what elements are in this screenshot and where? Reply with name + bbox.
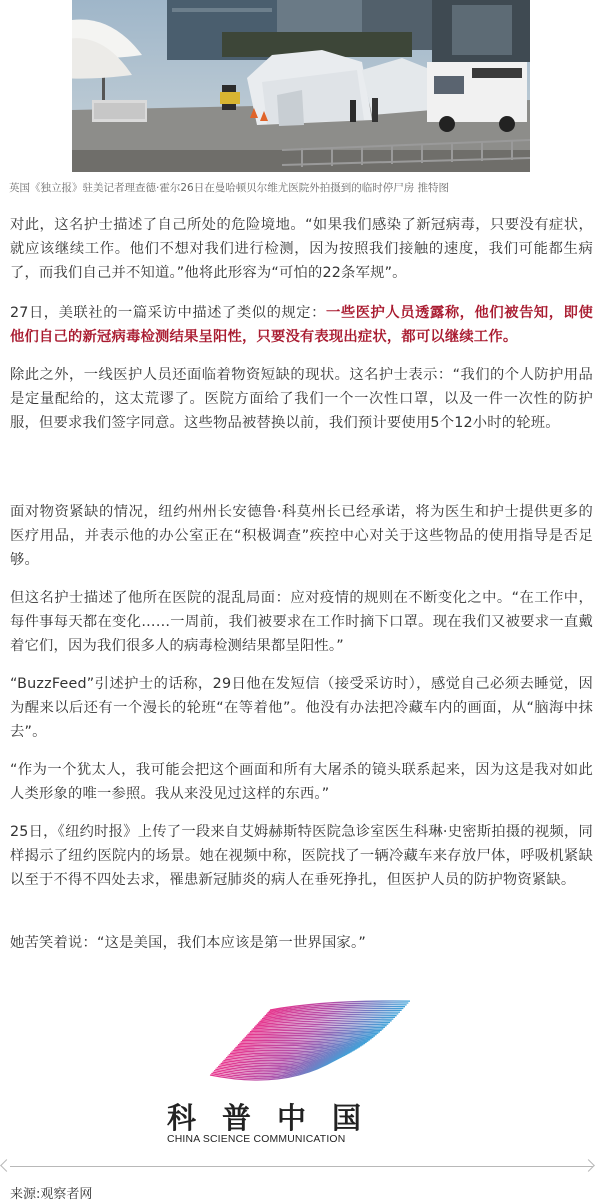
kepu-logo-mark: [165, 955, 435, 1100]
paragraph-text: 但这名护士描述了他所在医院的混乱局面：应对疫情的规则在不断变化之中。“在工作中，每件事每天都在变化……一周前，我们被要求在工作时摘下口罩。现在我们又被要求一直戴着它们，因为我们很多人的病毒检测结果都呈阳性。”: [10, 590, 593, 654]
article-photo: [72, 0, 530, 172]
divider-right-end: [582, 1159, 595, 1172]
article-paragraph: [10, 363, 593, 435]
article-paragraph: [10, 213, 593, 285]
source-line: 来源:观察者网: [10, 1187, 93, 1202]
paragraph-text: 对此，这名护士描述了自己所处的危险境地。“如果我们感染了新冠病毒，只要没有症状，就应该继续工作。他们不想对我们进行检测，因为按照我们接触的速度，我们可能都生病了，而我们自己并不知道。”他将此形容为“可怕的22条军规”。: [10, 217, 593, 281]
paragraph-text: 除此之外，一线医护人员还面临着物资短缺的现状。这名护士表示：“我们的个人防护用品是定量配给的，这太荒谬了。医院方面给了我们一个一次性口罩，以及一件一次性的防护服，但要求我们签字同意。这些物品被替换以前，我们预计要使用5个12小时的轮班。: [10, 367, 593, 431]
article-paragraph: [10, 500, 593, 572]
divider-line: [10, 1166, 593, 1167]
article-paragraph: [10, 931, 593, 955]
logo-text-cn: 科普中国: [167, 1101, 388, 1135]
article-paragraph: [10, 301, 593, 349]
logo-text-en: CHINA SCIENCE COMMUNICATION: [167, 1134, 346, 1145]
paragraph-text: 27日，美联社的一篇采访中描述了类似的规定：: [10, 305, 326, 321]
article-paragraph: [10, 820, 593, 892]
article-paragraph: [10, 586, 593, 658]
image-caption: 英国《独立报》驻美记者理查德·霍尔26日在曼哈顿贝尔维尤医院外拍摄到的临时停尸房 推特图: [9, 182, 450, 194]
paragraph-text: 面对物资紧缺的情况，纽约州州长安德鲁·科莫州长已经承诺，将为医生和护士提供更多的医疗用品，并表示他的办公室正在“积极调查”疾控中心对关于这些物品的使用指导是否足够。: [10, 504, 593, 568]
article-paragraph: [10, 672, 593, 744]
paragraph-text: “作为一个犹太人，我可能会把这个画面和所有大屠杀的镜头联系起来，因为这是我对如此人类形象的唯一参照。我从来没见过这样的东西。”: [10, 762, 593, 802]
paragraph-text: “BuzzFeed”引述护士的话称，29日他在发短信（接受采访时），感觉自己必须去睡觉，因为醒来以后还有一个漫长的轮班“在等着他”。他没有办法把冷藏车内的画面，从“脑海中抹去”。: [10, 676, 593, 740]
divider-left-end: [0, 1159, 13, 1172]
paragraph-text: 她苦笑着说：“这是美国，我们本应该是第一世界国家。”: [10, 935, 366, 951]
paragraph-text: 25日，《纽约时报》上传了一段来自艾姆赫斯特医院急诊室医生科琳·史密斯拍摄的视频，同样揭示了纽约医院内的场景。她在视频中称，医院找了一辆冷藏车来存放尸体，呼吸机紧缺以至于不得不四处去求，罹患新冠肺炎的病人在垂死挣扎，但医护人员的防护物资紧缺。: [10, 824, 593, 888]
article-paragraph: [10, 758, 593, 806]
highlighted-text: 一些医护人员透露称，他们被告知，即使他们自己的新冠病毒检测结果呈阳性，只要没有表现出症状，都可以继续工作。: [10, 305, 593, 345]
kepu-china-logo: [165, 955, 435, 1145]
